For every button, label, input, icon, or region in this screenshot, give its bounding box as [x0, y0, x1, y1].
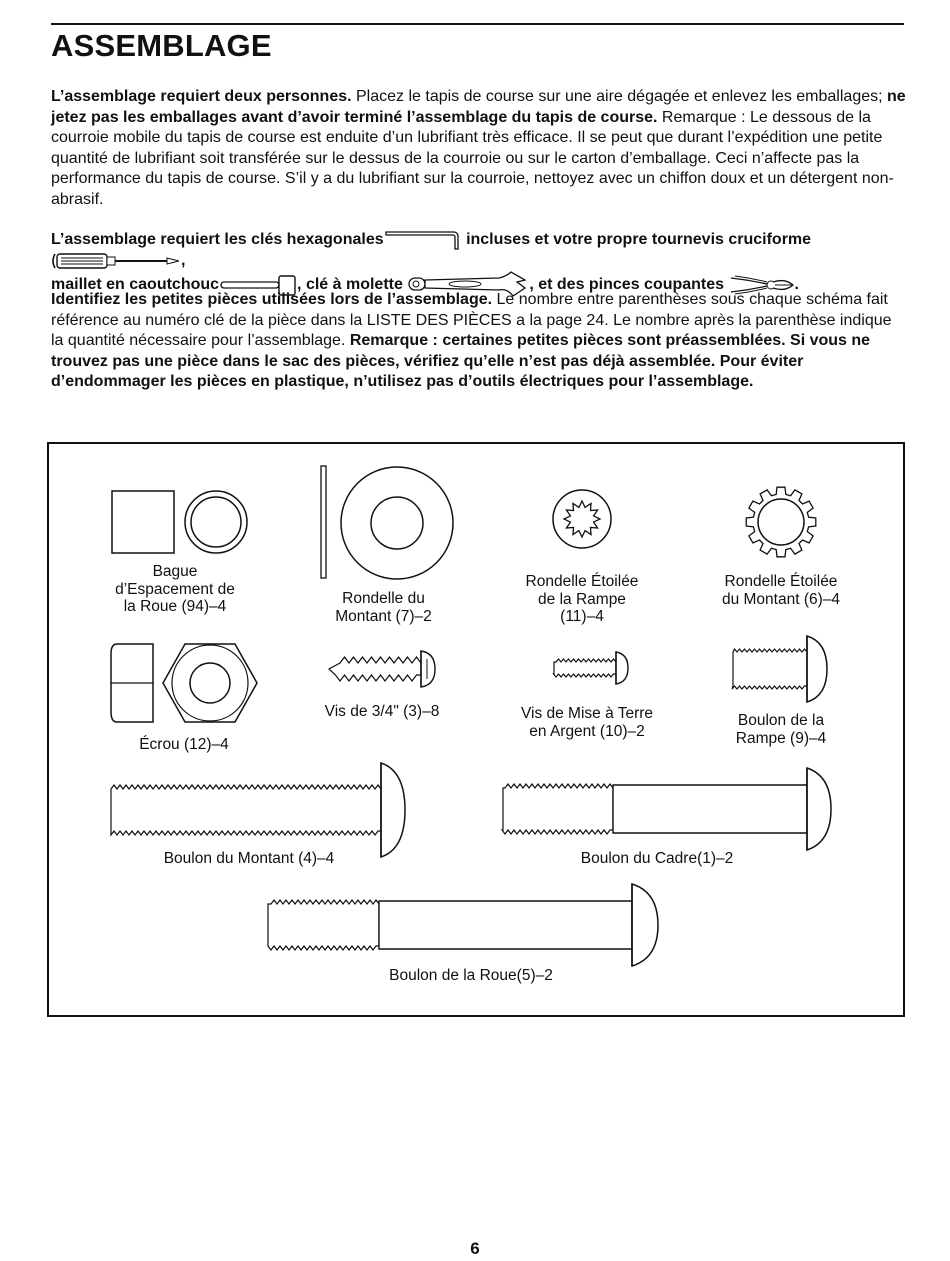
- intro-text-2: Remarque : Le dessous de la courroie mobile du tapis de course est enduite d’un lubrifiant très efficace. Il se peut que durant l’expédition une petite quantité de lubrifiant soit transférée sur le dessus de la courroie ou sur le carton d’emballage. Ceci n’affecte pas la performance du tapis de course. S’il y a du lubrifiant sur la courroie, nettoyez avec un chiffon doux et un détergent non-abrasif.: [51, 108, 894, 208]
- nut-drawing: [109, 642, 259, 724]
- caption-line: Rondelle Étoilée: [724, 573, 838, 590]
- upright-washer-caption: [311, 590, 456, 625]
- tools-text-4: maillet en caoutchouc: [51, 275, 220, 293]
- tools-text-3: ,: [181, 252, 186, 270]
- upright-bolt-caption: Boulon du Montant (4)–4: [163, 850, 335, 867]
- ground-screw-caption: [499, 705, 675, 740]
- header-rule: [51, 23, 904, 25]
- wheel-spacer-drawing: [111, 490, 251, 554]
- upright-star-washer-drawing: [744, 485, 818, 559]
- upright-star-washer-caption: [701, 573, 861, 608]
- caption-line: Rondelle Étoilée: [525, 573, 639, 590]
- caption-line: Boulon de la: [737, 712, 825, 729]
- caption-line: Rampe (9)–4: [735, 729, 827, 747]
- tools-text-1: L’assemblage requiert les clés hexagonales: [51, 231, 384, 249]
- parts-identification-box: [47, 442, 905, 1017]
- identify-bold-2: Remarque : certaines petites pièces sont préassemblées. Si vous ne trouvez pas une pièce dans le sac des pièces, vérifiez qu’elle n’est pas déjà assemblée. Pour éviter d’endommager les pièces en plastique, n’utilisez pas d’outils électriques pour l’assemblage.: [51, 332, 871, 390]
- page-title: ASSEMBLAGE: [51, 28, 272, 63]
- wheel-bolt-drawing: [266, 882, 658, 968]
- caption-line: (11)–4: [560, 608, 604, 625]
- caption-line: du Montant (6)–4: [721, 590, 841, 608]
- intro-bold-2: ne jetez pas les emballages avant d’avoir terminé l’assemblage du tapis de course.: [51, 88, 906, 126]
- identify-paragraph: [51, 290, 907, 393]
- ramp-star-washer-caption: [507, 573, 657, 626]
- tools-paragraph: [51, 229, 907, 298]
- ground-screw-drawing: [552, 650, 628, 686]
- ramp-star-washer-drawing: [551, 488, 613, 550]
- frame-bolt-caption: Boulon du Cadre(1)–2: [580, 850, 734, 867]
- caption-line: Vis de Mise à Terre: [520, 705, 654, 722]
- intro-text-1: Placez le tapis de course sur une aire dégagée et enlevez les emballages;: [351, 88, 887, 105]
- caption-line: d’Espacement de: [115, 580, 235, 598]
- caption-line: Rondelle du: [342, 590, 425, 607]
- tools-text-5: , clé à molette: [297, 275, 403, 293]
- wheel-spacer-caption: [95, 563, 255, 616]
- caption-line: Bague: [152, 563, 198, 580]
- upright-bolt-drawing: [109, 761, 405, 859]
- intro-paragraph: [51, 87, 907, 210]
- page-number: 6: [470, 1239, 480, 1258]
- intro-bold-1: L’assemblage requiert deux personnes.: [51, 88, 352, 105]
- screw-caption: Vis de 3/4" (3)–8: [324, 703, 440, 720]
- caption-line: Montant (7)–2: [335, 607, 432, 625]
- screwdriver-icon: [51, 251, 181, 271]
- nut-caption: Écrou (12)–4: [139, 736, 229, 753]
- wheel-bolt-caption: Boulon de la Roue(5)–2: [389, 967, 553, 984]
- tools-text-6: , et des pinces coupantes: [529, 275, 725, 293]
- ramp-bolt-caption: [711, 712, 851, 747]
- identify-text-1: Le nombre entre parenthèses sous chaque schéma fait référence au numéro clé de la pièce dans la LISTE DES PIÈCES a la page 24. Le nombre après la parenthèse indique la quantité nécessaire pour l’assemblage.: [51, 291, 892, 349]
- tools-text-2: incluses et votre propre tournevis cruciforme: [466, 231, 812, 249]
- ramp-bolt-drawing: [731, 634, 827, 704]
- caption-line: en Argent (10)–2: [529, 722, 645, 740]
- hex-key-icon: [384, 229, 462, 251]
- frame-bolt-drawing: [501, 766, 831, 852]
- identify-bold-1: Identifiez les petites pièces utilisées lors de l’assemblage.: [51, 291, 493, 308]
- caption-line: de la Rampe: [538, 590, 626, 608]
- screw-drawing: [327, 649, 435, 689]
- caption-line: la Roue (94)–4: [123, 598, 227, 615]
- upright-washer-drawing: [320, 465, 456, 581]
- tools-text-7: .: [794, 275, 799, 293]
